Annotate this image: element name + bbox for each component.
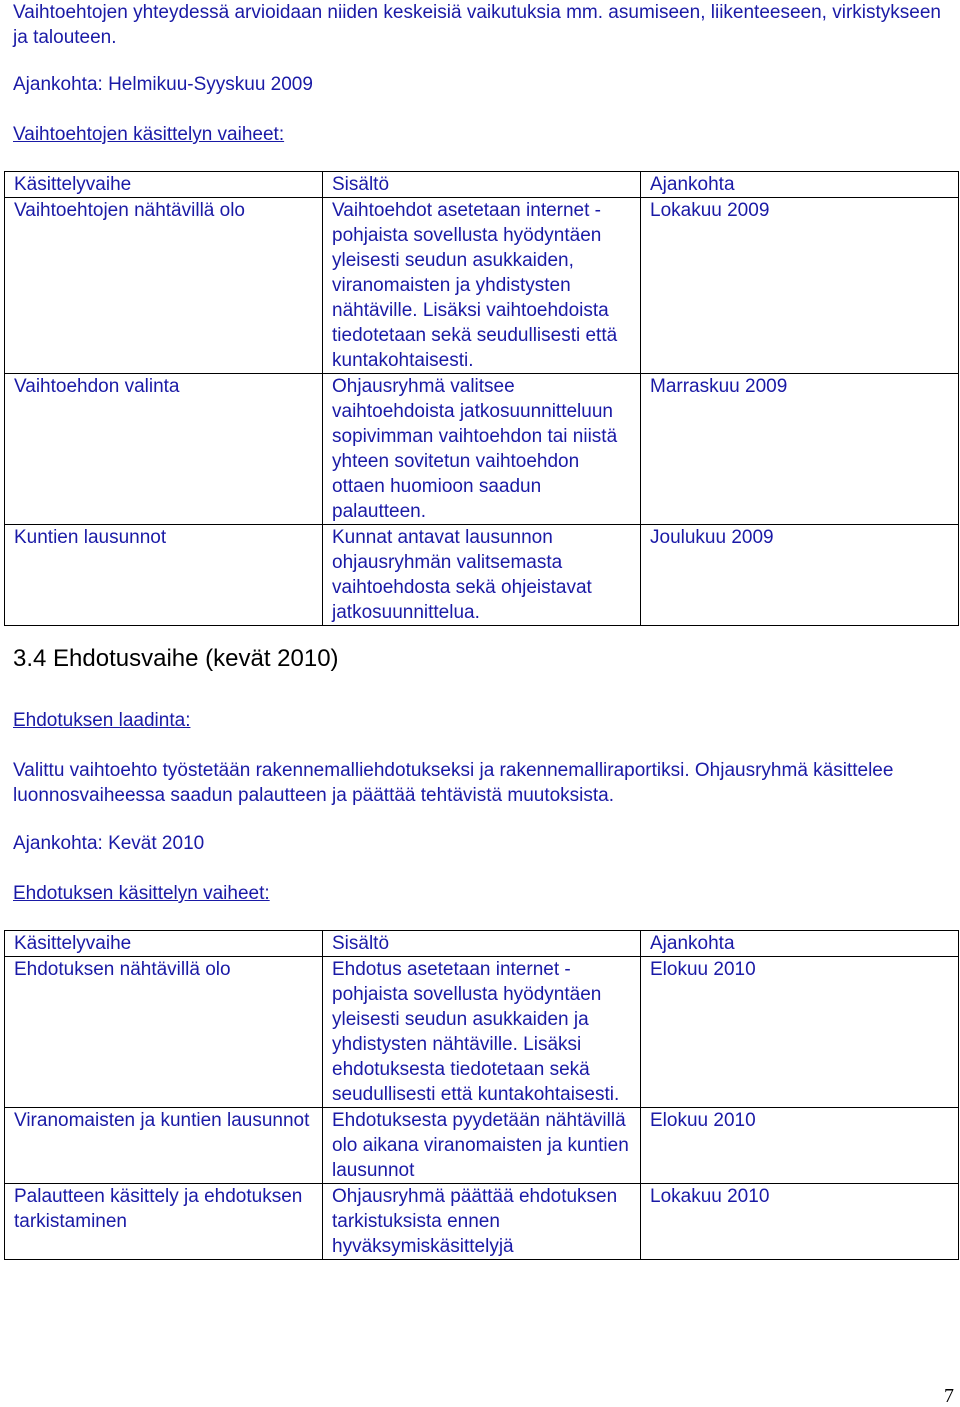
time-cell: Elokuu 2010 [641, 957, 959, 1108]
table-row [5, 1108, 959, 1184]
drafting-title: Ehdotuksen laadinta: [13, 710, 191, 731]
content-cell: Ehdotuksesta pyydetään nähtävillä olo aikana viranomaisten ja kuntien lausunnot [323, 1108, 641, 1184]
table-row [5, 198, 959, 374]
column-header-time: Ajankohta [641, 931, 959, 957]
stage-cell: Viranomaisten ja kuntien lausunnot [5, 1108, 323, 1184]
drafting-paragraph: Valittu vaihtoehto työstetään rakennemalliehdotukseksi ja rakennemalliraportiksi. Ohjausryhmä käsittelee luonnosvaiheessa saadun palautteen ja päättää tehtävistä muutoksista. [13, 760, 894, 806]
table-row [5, 374, 959, 525]
time-cell: Lokakuu 2010 [641, 1184, 959, 1260]
page-number: 7 [944, 1385, 954, 1407]
content-cell: Ohjausryhmä valitsee vaihtoehdoista jatkosuunnitteluun sopivimman vaihtoehdon tai niistä yhteen sovitetun vaihtoehdon ottaen huomioon saadun palautteen. [323, 374, 641, 525]
content-cell: Ehdotus asetetaan internet -pohjaista sovellusta hyödyntäen yleisesti seudun asukkaiden ja yhdistysten nähtäville. Lisäksi ehdotuksesta tiedotetaan sekä seudullisesti että kuntakohtaisesti. [323, 957, 641, 1108]
table-header-row [5, 172, 959, 198]
column-header-time: Ajankohta [641, 172, 959, 198]
time-cell: Elokuu 2010 [641, 1108, 959, 1184]
column-header-stage: Käsittelyvaihe [5, 172, 323, 198]
table-header-row [5, 931, 959, 957]
intro-paragraph: Vaihtoehtojen yhteydessä arvioidaan niiden keskeisiä vaikutuksia mm. asumiseen, liikenteeseen, virkistykseen ja talouteen. [13, 2, 941, 48]
table-row [5, 957, 959, 1108]
proposal-stages-table [4, 930, 959, 1260]
phase1-stages-title: Vaihtoehtojen käsittelyn vaiheet: [13, 124, 285, 145]
content-cell: Kunnat antavat lausunnon ohjausryhmän valitsemasta vaihtoehdosta sekä ohjeistavat jatkosuunnittelua. [323, 525, 641, 626]
time-cell: Lokakuu 2009 [641, 198, 959, 374]
table-row [5, 525, 959, 626]
column-header-stage: Käsittelyvaihe [5, 931, 323, 957]
column-header-content: Sisältö [323, 172, 641, 198]
phase1-timing: Ajankohta: Helmikuu-Syyskuu 2009 [13, 74, 313, 95]
content-cell: Ohjausryhmä päättää ehdotuksen tarkistuksista ennen hyväksymiskäsittelyjä [323, 1184, 641, 1260]
content-cell: Vaihtoehdot asetetaan internet -pohjaista sovellusta hyödyntäen yleisesti seudun asukkaiden, viranomaisten ja yhdistysten nähtäville. Lisäksi vaihtoehdoista tiedotetaan sekä seudullisesti että kuntakohtaisesti. [323, 198, 641, 374]
time-cell: Marraskuu 2009 [641, 374, 959, 525]
time-cell: Joulukuu 2009 [641, 525, 959, 626]
stage-cell: Vaihtoehtojen nähtävillä olo [5, 198, 323, 374]
phase1-stages-table [4, 171, 959, 626]
section-stages-title: Ehdotuksen käsittelyn vaiheet: [13, 883, 270, 904]
stage-cell: Palautteen käsittely ja ehdotuksen tarkistaminen [5, 1184, 323, 1260]
stage-cell: Ehdotuksen nähtävillä olo [5, 957, 323, 1108]
table-row [5, 1184, 959, 1260]
section-timing: Ajankohta: Kevät 2010 [13, 833, 205, 854]
column-header-content: Sisältö [323, 931, 641, 957]
stage-cell: Kuntien lausunnot [5, 525, 323, 626]
section-heading: 3.4 Ehdotusvaihe (kevät 2010) [13, 645, 339, 672]
stage-cell: Vaihtoehdon valinta [5, 374, 323, 525]
